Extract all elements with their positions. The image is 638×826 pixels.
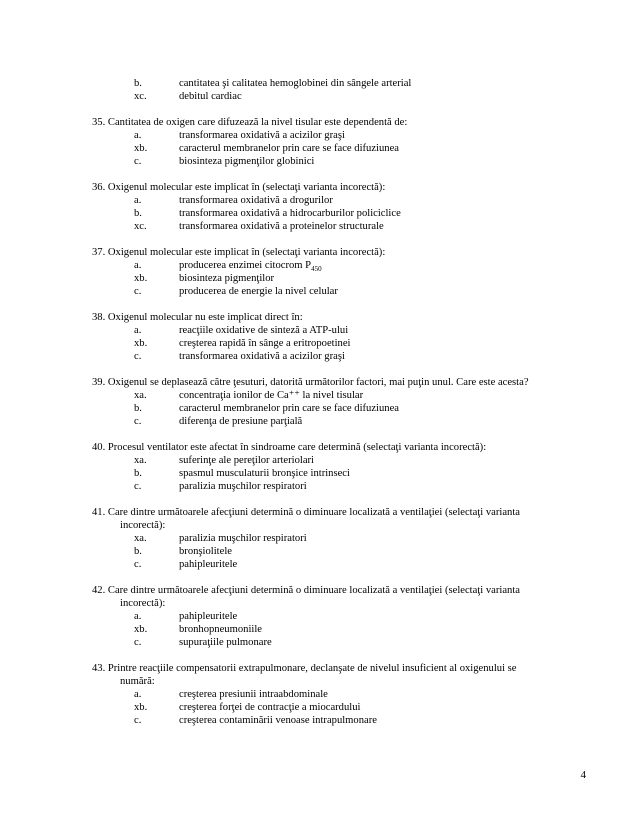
- answer-option: [92, 194, 588, 207]
- option-label: xa.: [134, 533, 147, 544]
- answer-option: [92, 467, 588, 480]
- option-label: xb.: [134, 702, 148, 713]
- answer-option: [92, 532, 588, 545]
- option-text: caracterul membranelor prin care se face difuziunea: [179, 403, 399, 414]
- option-text: reacţiile oxidative de sinteză a ATP-ului: [179, 325, 349, 336]
- option-text: biosinteza pigmenţilor: [179, 273, 275, 284]
- question-continuation: [92, 77, 588, 103]
- option-label: c.: [134, 481, 142, 492]
- option-text: paralizia muşchilor respiratori: [179, 481, 307, 492]
- question: [92, 246, 588, 298]
- option-label: c.: [134, 416, 142, 427]
- answer-option: [92, 259, 588, 272]
- option-text: producerea de energie la nivel celular: [179, 286, 338, 297]
- answer-option: [92, 350, 588, 363]
- question-text: 40. Procesul ventilator este afectat în sindroame care determină (selectaţi varianta incorectă):: [92, 442, 487, 453]
- option-text: producerea enzimei citocrom $P_{450}$: [179, 260, 322, 274]
- document-page: [92, 77, 588, 740]
- option-label: a.: [134, 689, 142, 700]
- answer-option: [92, 402, 588, 415]
- answer-option: [92, 155, 588, 168]
- option-text: spasmul musculaturii bronşice intrinseci: [179, 468, 350, 479]
- answer-option: [92, 337, 588, 350]
- question-text-continuation: incorectă):: [120, 598, 166, 609]
- option-text: creşterea contaminării venoase intrapulmonare: [179, 715, 377, 726]
- question-text: 38. Oxigenul molecular nu este implicat direct în:: [92, 312, 303, 323]
- option-text: creşterea forţei de contracţie a miocardului: [179, 702, 361, 713]
- option-text: pahipleuritele: [179, 611, 238, 622]
- question: [92, 506, 588, 571]
- option-label: c.: [134, 351, 142, 362]
- answer-option: [92, 90, 588, 103]
- option-label: c.: [134, 637, 142, 648]
- option-label: c.: [134, 156, 142, 167]
- answer-option: [92, 636, 588, 649]
- option-label: c.: [134, 715, 142, 726]
- option-text: pahipleuritele: [179, 559, 238, 570]
- option-text: cantitatea şi calitatea hemoglobinei din sângele arterial: [179, 78, 412, 89]
- option-subscript: 450: [311, 265, 322, 274]
- answer-option: [92, 480, 588, 493]
- question-text: 37. Oxigenul molecular este implicat în (selectaţi varianta incorectă):: [92, 247, 386, 258]
- option-label: c.: [134, 286, 142, 297]
- page-number: 4: [580, 769, 586, 781]
- question: [92, 584, 588, 649]
- question: [92, 376, 588, 428]
- option-text: concentraţia ionilor de Ca⁺⁺ la nivel tisular: [179, 390, 364, 401]
- option-label: xb.: [134, 143, 148, 154]
- question-text: 39. Oxigenul se deplasează către ţesuturi, datorită următorilor factori, mai puţin unul. Care este acesta?: [92, 377, 529, 388]
- questions-list: [92, 116, 588, 727]
- answer-option: [92, 415, 588, 428]
- answer-option: [92, 129, 588, 142]
- answer-option: [92, 207, 588, 220]
- question: [92, 662, 588, 727]
- option-text: paralizia muşchilor respiratori: [179, 533, 307, 544]
- option-label: xb.: [134, 338, 148, 349]
- option-text: biosinteza pigmenţilor globinici: [179, 156, 315, 167]
- question: [92, 181, 588, 233]
- option-label: a.: [134, 325, 142, 336]
- option-text: bronhopneumoniile: [179, 624, 262, 635]
- answer-option: [92, 142, 588, 155]
- option-label: xb.: [134, 624, 148, 635]
- option-text: debitul cardiac: [179, 91, 242, 102]
- question: [92, 116, 588, 168]
- option-label: c.: [134, 559, 142, 570]
- question-text-continuation: numără:: [120, 676, 155, 687]
- answer-option: [92, 701, 588, 714]
- option-label: b.: [134, 546, 142, 557]
- option-text: suferinţe ale pereţilor arteriolari: [179, 455, 314, 466]
- question-text: 35. Cantitatea de oxigen care difuzează la nivel tisular este dependentă de:: [92, 117, 408, 128]
- answer-option: [92, 623, 588, 636]
- option-label: b.: [134, 403, 142, 414]
- option-label: a.: [134, 130, 142, 141]
- answer-option: [92, 77, 588, 90]
- answer-option: [92, 688, 588, 701]
- question: [92, 441, 588, 493]
- option-text: transformarea oxidativă a proteinelor structurale: [179, 221, 384, 232]
- option-text: diferenţa de presiune parţială: [179, 416, 303, 427]
- option-text: creşterea presiunii intraabdominale: [179, 689, 328, 700]
- question-text: 36. Oxigenul molecular este implicat în (selectaţi varianta incorectă):: [92, 182, 386, 193]
- option-label: a.: [134, 260, 142, 271]
- question-text-continuation: incorectă):: [120, 520, 166, 531]
- option-text: transformarea oxidativă a acizilor graşi: [179, 351, 345, 362]
- question: [92, 311, 588, 363]
- option-label: b.: [134, 208, 142, 219]
- option-text: transformarea oxidativă a hidrocarburilor policiclice: [179, 208, 401, 219]
- option-label: xb.: [134, 273, 148, 284]
- question-text: 41. Care dintre următoarele afecţiuni determină o diminuare localizată a ventilaţiei (selectaţi varianta incorectă):: [92, 506, 588, 532]
- option-text: transformarea oxidativă a acizilor graşi: [179, 130, 345, 141]
- answer-option: [92, 610, 588, 623]
- answer-option: [92, 324, 588, 337]
- question-text: 42. Care dintre următoarele afecţiuni determină o diminuare localizată a ventilaţiei (selectaţi varianta incorectă):: [92, 584, 588, 610]
- option-label: b.: [134, 468, 142, 479]
- option-label: a.: [134, 611, 142, 622]
- answer-option: [92, 285, 588, 298]
- option-label: xa.: [134, 455, 147, 466]
- option-text: creşterea rapidă în sânge a eritropoetinei: [179, 338, 351, 349]
- answer-option: [92, 558, 588, 571]
- option-text: transformarea oxidativă a drogurilor: [179, 195, 333, 206]
- answer-option: [92, 714, 588, 727]
- answer-option: [92, 545, 588, 558]
- question-text: 43. Printre reacţiile compensatorii extrapulmonare, declanşate de nivelul insuficient al oxigenului se numără:: [92, 662, 588, 688]
- option-label: xc.: [134, 91, 147, 102]
- answer-option: [92, 454, 588, 467]
- option-text: supuraţiile pulmonare: [179, 637, 272, 648]
- option-label: a.: [134, 195, 142, 206]
- answer-option: [92, 220, 588, 233]
- option-text: bronşiolitele: [179, 546, 232, 557]
- answer-option: [92, 389, 588, 402]
- option-label: xa.: [134, 390, 147, 401]
- answer-option: [92, 272, 588, 285]
- option-text: caracterul membranelor prin care se face difuziunea: [179, 143, 399, 154]
- option-label: b.: [134, 78, 142, 89]
- option-label: xc.: [134, 221, 147, 232]
